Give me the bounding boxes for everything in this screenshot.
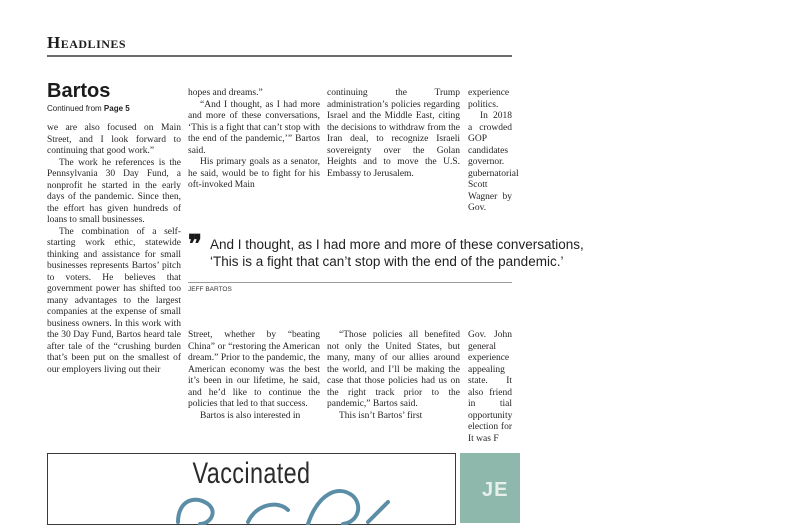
quote-mark-icon: ❞	[188, 230, 202, 259]
paragraph: Gov. John general experience appealing state. It also friend in tial opportunity election for It was F	[468, 330, 513, 444]
article-column-1	[47, 123, 181, 376]
paragraph: In 2018 a crowded GOP candidates governor. gubernatorial Scott Wagner by Gov.	[468, 111, 519, 213]
article-column-4-bottom	[468, 330, 512, 445]
paragraph: This isn’t Bartos’ first	[339, 410, 423, 421]
paragraph: experience politics.	[468, 88, 510, 110]
paragraph: The combination of a self-starting work ethic, statewide thinking and assistance for small businesses represents Bartos’ pitch to voters. He believes that government power has shifted too many advantages to the largest companies at the expense of small business owners. In this work with the 30 Day Fund, Bartos heard tale after tale of the “crushing burden that’s been put on the smallest of our employers living out their	[47, 226, 181, 375]
pull-quote-rule	[188, 282, 512, 283]
paragraph: “Those policies all benefited not only the United States, but many, many of our allies around the world, and I’ll be making the case that those policies had us on the right track prior to the pandemic,” Bartos said.	[327, 330, 460, 409]
article-column-3-bottom	[327, 330, 460, 422]
paragraph: we are also focused on Main Street, and I look forward to continuing that good work.”	[47, 123, 181, 156]
paragraph: “And I thought, as I had more and more of these conversations, ‘This is a fight that can’t stop with the end of the pandemic,’” Bartos said.	[188, 99, 320, 156]
article-column-2-bottom	[188, 330, 320, 422]
pull-quote-line-2: ‘This is a fight that can’t stop with the end of the pandemic.’	[210, 254, 564, 269]
article-column-2-top	[188, 88, 320, 192]
section-title: Headlines	[47, 33, 127, 52]
advertisement[interactable]	[47, 453, 456, 525]
article-column-3-top	[327, 88, 460, 180]
paragraph: Bartos is also interested in	[200, 410, 301, 421]
jump-prefix: Continued from	[47, 104, 104, 113]
pull-quote-text	[210, 236, 810, 270]
paragraph: continuing the Trump administration’s policies regarding Israel and the Middle East, citing the decisions to withdraw from the Iran deal, to recognize Israeli sovereignty over the Golan Heights and to move the U.S. Embassy to Jerusalem.	[327, 88, 460, 179]
advertisement-right[interactable]	[460, 453, 520, 523]
pull-quote	[188, 230, 584, 284]
ad-title: Vaccinated	[192, 457, 311, 490]
ad-right-text: JE	[482, 479, 509, 501]
section-rule	[47, 55, 512, 57]
article-headline: Bartos	[47, 80, 111, 102]
paragraph: hopes and dreams.”	[188, 88, 263, 98]
article-column-4-top	[468, 88, 519, 215]
jump-page-link[interactable]: Page 5	[103, 104, 130, 113]
pull-quote-line-1: And I thought, as I had more and more of these conversations,	[210, 237, 584, 252]
jump-line	[47, 104, 130, 113]
pull-quote-credit: JEFF BARTOS	[188, 286, 232, 293]
paragraph: Street, whether by “beating China” or “restoring the American dream.” Prior to the pandemic, the American economy was the best it’s been in our lifetime, he said, and he’d like to continue the policies that led to that success.	[188, 330, 320, 409]
paragraph: His primary goals as a senator, he said, would be to fight for his oft-invoked Main	[188, 157, 320, 190]
paragraph: The work he references is the Pennsylvania 30 Day Fund, a nonprofit he started in the early days of the pandemic. Since then, the effort has given hundreds of loans to small businesses.	[47, 157, 181, 225]
